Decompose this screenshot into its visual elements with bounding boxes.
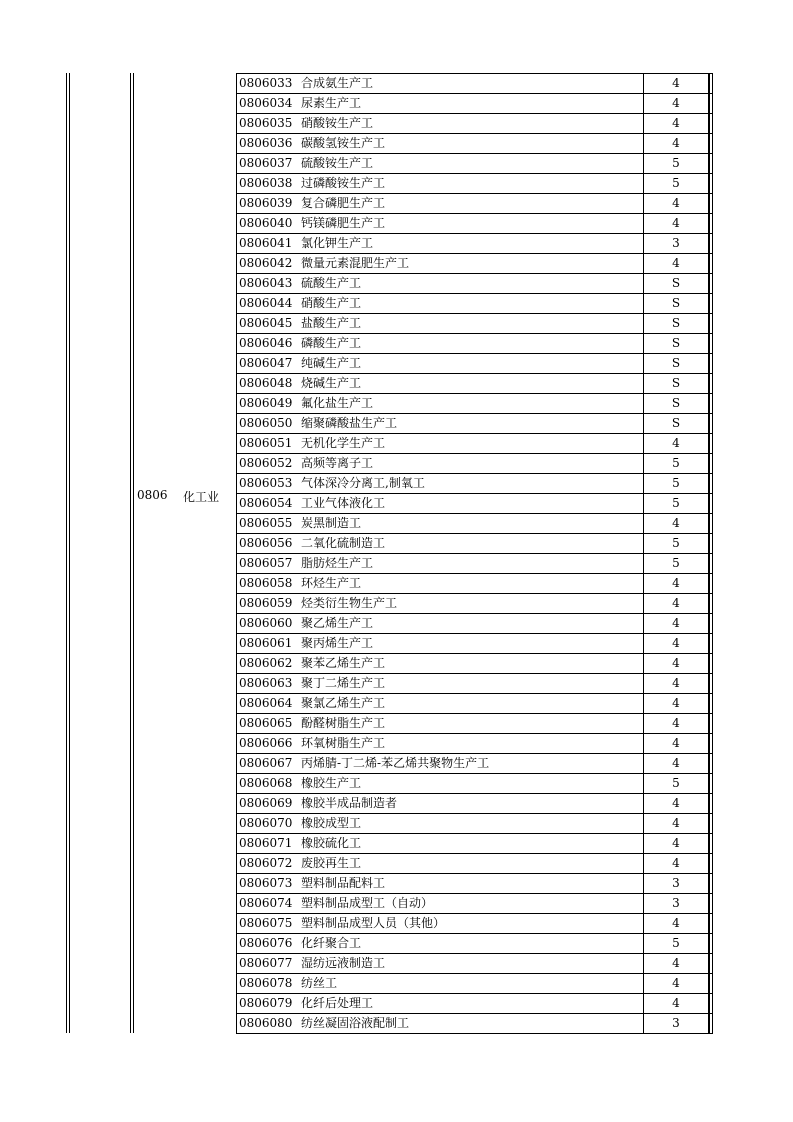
- occupation-name: 碳酸氢铵生产工: [301, 136, 386, 150]
- occupation-cell: [237, 794, 644, 814]
- occupation-cell: [237, 634, 644, 654]
- occupation-code: 0806049: [239, 396, 293, 410]
- table-row: [237, 974, 713, 994]
- risk-level: 4: [644, 574, 710, 594]
- risk-level: 5: [644, 454, 710, 474]
- occupation-cell: [237, 274, 644, 294]
- table-row: [237, 114, 713, 134]
- table-row: [237, 174, 713, 194]
- occupation-code: 0806039: [239, 196, 293, 210]
- occupation-cell: [237, 434, 644, 454]
- occupation-cell: [237, 494, 644, 514]
- occupation-code: 0806075: [239, 916, 293, 930]
- occupation-cell: [237, 194, 644, 214]
- risk-level: S: [644, 374, 710, 394]
- table-edge: [709, 814, 713, 834]
- table-edge: [709, 934, 713, 954]
- occupation-cell: [237, 354, 644, 374]
- table-row: [237, 794, 713, 814]
- occupation-cell: [237, 914, 644, 934]
- table-edge: [709, 234, 713, 254]
- occupation-name: 化纤聚合工: [301, 936, 362, 950]
- risk-level: 4: [644, 214, 710, 234]
- occupation-name: 橡胶半成品制造者: [301, 796, 398, 810]
- table-row: [237, 954, 713, 974]
- table-row: [237, 254, 713, 274]
- risk-level: 3: [644, 874, 710, 894]
- table-row: [237, 754, 713, 774]
- table-row: [237, 574, 713, 594]
- occupation-code: 0806059: [239, 596, 293, 610]
- occupation-name: 化纤后处理工: [301, 996, 374, 1010]
- table-edge: [709, 834, 713, 854]
- occupation-cell: [237, 674, 644, 694]
- occupation-code: 0806065: [239, 716, 293, 730]
- occupation-code: 0806047: [239, 356, 293, 370]
- risk-level: 5: [644, 174, 710, 194]
- table-edge: [709, 274, 713, 294]
- table-edge: [709, 854, 713, 874]
- occupation-code: 0806045: [239, 316, 293, 330]
- occupation-name: 纯碱生产工: [301, 356, 362, 370]
- occupation-code: 0806077: [239, 956, 293, 970]
- occupation-cell: [237, 514, 644, 534]
- occupation-code: 0806035: [239, 116, 293, 130]
- table-edge: [709, 294, 713, 314]
- risk-level: S: [644, 314, 710, 334]
- occupation-name: 橡胶生产工: [301, 776, 362, 790]
- occupation-cell: [237, 174, 644, 194]
- occupation-cell: [237, 94, 644, 114]
- table-row: [237, 434, 713, 454]
- table-edge: [709, 1014, 713, 1034]
- occupation-code: 0806033: [239, 76, 293, 90]
- risk-level: S: [644, 354, 710, 374]
- occupation-name: 硫酸铵生产工: [301, 156, 374, 170]
- occupation-cell: [237, 994, 644, 1014]
- risk-level: 4: [644, 994, 710, 1014]
- occupation-name: 烃类衍生物生产工: [301, 596, 398, 610]
- table-edge: [709, 914, 713, 934]
- occupation-code: 0806066: [239, 736, 293, 750]
- occupation-code: 0806046: [239, 336, 293, 350]
- table-edge: [709, 254, 713, 274]
- risk-level: 4: [644, 514, 710, 534]
- occupation-name: 炭黑制造工: [301, 516, 362, 530]
- table-row: [237, 894, 713, 914]
- table-row: [237, 874, 713, 894]
- table-row: [237, 134, 713, 154]
- risk-level: 4: [644, 134, 710, 154]
- table-row: [237, 554, 713, 574]
- occupation-name: 烧碱生产工: [301, 376, 362, 390]
- occupation-code: 0806061: [239, 636, 293, 650]
- occupation-cell: [237, 74, 644, 94]
- occupation-name: 环氧树脂生产工: [301, 736, 386, 750]
- occupation-name: 氯化钾生产工: [301, 236, 374, 250]
- risk-level: 4: [644, 114, 710, 134]
- table-edge: [709, 534, 713, 554]
- risk-level: 5: [644, 934, 710, 954]
- occupation-code: 0806070: [239, 816, 293, 830]
- occupation-name: 高频等离子工: [301, 456, 374, 470]
- occupation-name: 钙镁磷肥生产工: [301, 216, 386, 230]
- occupation-code: 0806080: [239, 1016, 293, 1030]
- left-border-line: [69, 73, 70, 1033]
- occupation-cell: [237, 334, 644, 354]
- occupation-cell: [237, 554, 644, 574]
- risk-level: 4: [644, 794, 710, 814]
- risk-level: S: [644, 394, 710, 414]
- table-row: [237, 294, 713, 314]
- occupation-code: 0806060: [239, 616, 293, 630]
- occupation-code: 0806067: [239, 756, 293, 770]
- occupation-name: 磷酸生产工: [301, 336, 362, 350]
- occupation-cell: [237, 694, 644, 714]
- risk-level: 4: [644, 674, 710, 694]
- risk-level: 3: [644, 1014, 710, 1034]
- table-row: [237, 394, 713, 414]
- occupation-cell: [237, 294, 644, 314]
- risk-level: 4: [644, 634, 710, 654]
- occupation-code: 0806057: [239, 556, 293, 570]
- table-row: [237, 194, 713, 214]
- table-row: [237, 934, 713, 954]
- table-row: [237, 814, 713, 834]
- occupation-cell: [237, 1014, 644, 1034]
- risk-level: 4: [644, 734, 710, 754]
- occupation-name: 无机化学生产工: [301, 436, 386, 450]
- table-edge: [709, 114, 713, 134]
- table-edge: [709, 774, 713, 794]
- table-row: [237, 454, 713, 474]
- risk-level: S: [644, 274, 710, 294]
- table-edge: [709, 614, 713, 634]
- risk-level: 4: [644, 974, 710, 994]
- occupation-cell: [237, 854, 644, 874]
- risk-level: 4: [644, 654, 710, 674]
- table-row: [237, 334, 713, 354]
- occupation-cell: [237, 394, 644, 414]
- table-edge: [709, 594, 713, 614]
- occupation-name: 橡胶硫化工: [301, 836, 362, 850]
- risk-level: 3: [644, 234, 710, 254]
- occupation-cell: [237, 214, 644, 234]
- occupation-name: 盐酸生产工: [301, 316, 362, 330]
- occupation-code: 0806078: [239, 976, 293, 990]
- occupation-code: 0806052: [239, 456, 293, 470]
- category-border-line: [133, 73, 134, 1033]
- table-edge: [709, 694, 713, 714]
- occupation-name: 缩聚磷酸盐生产工: [301, 416, 398, 430]
- occupation-name: 脂肪烃生产工: [301, 556, 374, 570]
- risk-level: 5: [644, 474, 710, 494]
- table-edge: [709, 414, 713, 434]
- occupation-cell: [237, 374, 644, 394]
- risk-level: 4: [644, 954, 710, 974]
- risk-level: 4: [644, 814, 710, 834]
- table-row: [237, 694, 713, 714]
- table-row: [237, 474, 713, 494]
- occupation-code: 0806050: [239, 416, 293, 430]
- occupation-name: 工业气体液化工: [301, 496, 386, 510]
- occupation-cell: [237, 474, 644, 494]
- table-row: [237, 854, 713, 874]
- occupation-cell: [237, 454, 644, 474]
- occupation-name: 塑料制品成型人员（其他）: [301, 916, 446, 930]
- table-row: [237, 594, 713, 614]
- occupation-name: 酚醛树脂生产工: [301, 716, 386, 730]
- risk-level: 4: [644, 694, 710, 714]
- occupation-code: 0806041: [239, 236, 293, 250]
- category-name: 化工业: [183, 490, 220, 504]
- occupation-code: 0806040: [239, 216, 293, 230]
- occupation-code: 0806073: [239, 876, 293, 890]
- occupation-name: 复合磷肥生产工: [301, 196, 386, 210]
- table-row: [237, 94, 713, 114]
- occupation-cell: [237, 254, 644, 274]
- occupation-name: 氟化盐生产工: [301, 396, 374, 410]
- risk-level: 4: [644, 714, 710, 734]
- risk-level: 4: [644, 94, 710, 114]
- occupation-code: 0806072: [239, 856, 293, 870]
- occupation-code: 0806064: [239, 696, 293, 710]
- occupation-name: 硫酸生产工: [301, 276, 362, 290]
- risk-level: 4: [644, 254, 710, 274]
- occupation-name: 聚丙烯生产工: [301, 636, 374, 650]
- occupation-name: 纺丝工: [301, 976, 338, 990]
- occupation-code: 0806054: [239, 496, 293, 510]
- risk-level: S: [644, 294, 710, 314]
- occupation-cell: [237, 414, 644, 434]
- table-edge: [709, 974, 713, 994]
- table-row: [237, 614, 713, 634]
- occupation-name: 聚苯乙烯生产工: [301, 656, 386, 670]
- risk-level: S: [644, 414, 710, 434]
- occupation-code: 0806044: [239, 296, 293, 310]
- occupation-code: 0806058: [239, 576, 293, 590]
- risk-level: 4: [644, 434, 710, 454]
- occupation-cell: [237, 814, 644, 834]
- occupation-code: 0806048: [239, 376, 293, 390]
- occupation-code: 0806068: [239, 776, 293, 790]
- table-edge: [709, 894, 713, 914]
- occupation-table: [236, 73, 713, 1034]
- occupation-cell: [237, 934, 644, 954]
- occupation-code: 0806042: [239, 256, 293, 270]
- table-row: [237, 534, 713, 554]
- table-row: [237, 994, 713, 1014]
- occupation-code: 0806071: [239, 836, 293, 850]
- table-edge: [709, 434, 713, 454]
- occupation-cell: [237, 534, 644, 554]
- occupation-name: 硝酸铵生产工: [301, 116, 374, 130]
- occupation-name: 湿纺远液制造工: [301, 956, 386, 970]
- table-edge: [709, 734, 713, 754]
- table-edge: [709, 314, 713, 334]
- table-edge: [709, 634, 713, 654]
- risk-level: 4: [644, 594, 710, 614]
- occupation-cell: [237, 874, 644, 894]
- risk-level: 5: [644, 534, 710, 554]
- occupation-code: 0806056: [239, 536, 293, 550]
- left-border-line: [66, 73, 67, 1033]
- table-row: [237, 514, 713, 534]
- table-edge: [709, 214, 713, 234]
- table-row: [237, 314, 713, 334]
- risk-level: 5: [644, 494, 710, 514]
- risk-level: 5: [644, 154, 710, 174]
- occupation-code: 0806062: [239, 656, 293, 670]
- table-edge: [709, 154, 713, 174]
- risk-level: 4: [644, 614, 710, 634]
- occupation-name: 二氧化硫制造工: [301, 536, 386, 550]
- table-edge: [709, 174, 713, 194]
- table-row: [237, 494, 713, 514]
- table-row: [237, 734, 713, 754]
- occupation-name: 尿素生产工: [301, 96, 362, 110]
- occupation-name: 硝酸生产工: [301, 296, 362, 310]
- occupation-cell: [237, 574, 644, 594]
- occupation-name: 聚丁二烯生产工: [301, 676, 386, 690]
- occupation-cell: [237, 834, 644, 854]
- table-edge: [709, 74, 713, 94]
- occupation-name: 橡胶成型工: [301, 816, 362, 830]
- table-edge: [709, 454, 713, 474]
- table-edge: [709, 514, 713, 534]
- occupation-code: 0806055: [239, 516, 293, 530]
- table-edge: [709, 674, 713, 694]
- table-edge: [709, 374, 713, 394]
- occupation-code: 0806074: [239, 896, 293, 910]
- table-row: [237, 714, 713, 734]
- occupation-name: 合成氨生产工: [301, 76, 374, 90]
- occupation-code: 0806053: [239, 476, 293, 490]
- table-edge: [709, 994, 713, 1014]
- table-row: [237, 374, 713, 394]
- occupation-code: 0806034: [239, 96, 293, 110]
- occupation-name: 塑料制品配料工: [301, 876, 386, 890]
- table-edge: [709, 474, 713, 494]
- table-row: [237, 414, 713, 434]
- risk-level: 4: [644, 834, 710, 854]
- table-row: [237, 234, 713, 254]
- table-row: [237, 654, 713, 674]
- occupation-cell: [237, 754, 644, 774]
- risk-level: 5: [644, 554, 710, 574]
- occupation-cell: [237, 734, 644, 754]
- occupation-code: 0806051: [239, 436, 293, 450]
- occupation-name: 微量元素混肥生产工: [301, 256, 410, 270]
- table-row: [237, 774, 713, 794]
- occupation-name: 纺丝凝固浴液配制工: [301, 1016, 410, 1030]
- table-row: [237, 354, 713, 374]
- occupation-name: 气体深冷分离工,制氧工: [301, 476, 425, 490]
- table-row: [237, 834, 713, 854]
- risk-level: 4: [644, 194, 710, 214]
- occupation-name: 聚氯乙烯生产工: [301, 696, 386, 710]
- table-edge: [709, 354, 713, 374]
- category-border-line: [130, 73, 131, 1033]
- risk-level: 4: [644, 914, 710, 934]
- occupation-name: 聚乙烯生产工: [301, 616, 374, 630]
- occupation-cell: [237, 314, 644, 334]
- occupation-code: 0806038: [239, 176, 293, 190]
- table-edge: [709, 554, 713, 574]
- risk-level: 3: [644, 894, 710, 914]
- risk-level: 5: [644, 774, 710, 794]
- table-row: [237, 1014, 713, 1034]
- table-edge: [709, 654, 713, 674]
- risk-level: 4: [644, 754, 710, 774]
- occupation-code: 0806037: [239, 156, 293, 170]
- table-edge: [709, 874, 713, 894]
- table-edge: [709, 494, 713, 514]
- occupation-code: 0806079: [239, 996, 293, 1010]
- occupation-cell: [237, 774, 644, 794]
- occupation-cell: [237, 114, 644, 134]
- table-row: [237, 74, 713, 94]
- table-edge: [709, 574, 713, 594]
- table-edge: [709, 334, 713, 354]
- table-row: [237, 674, 713, 694]
- table-row: [237, 214, 713, 234]
- table-row: [237, 274, 713, 294]
- occupation-code: 0806076: [239, 936, 293, 950]
- occupation-code: 0806043: [239, 276, 293, 290]
- table-edge: [709, 134, 713, 154]
- occupation-cell: [237, 234, 644, 254]
- risk-level: 4: [644, 854, 710, 874]
- occupation-cell: [237, 594, 644, 614]
- occupation-cell: [237, 134, 644, 154]
- table-row: [237, 154, 713, 174]
- occupation-name: 环烃生产工: [301, 576, 362, 590]
- table-edge: [709, 754, 713, 774]
- risk-level: S: [644, 334, 710, 354]
- risk-level: 4: [644, 74, 710, 94]
- table-edge: [709, 94, 713, 114]
- occupation-name: 过磷酸铵生产工: [301, 176, 386, 190]
- occupation-cell: [237, 654, 644, 674]
- occupation-name: 丙烯腈-丁二烯-苯乙烯共聚物生产工: [301, 756, 490, 770]
- occupation-name: 废胶再生工: [301, 856, 362, 870]
- occupation-code: 0806069: [239, 796, 293, 810]
- occupation-cell: [237, 714, 644, 734]
- table-row: [237, 914, 713, 934]
- occupation-cell: [237, 894, 644, 914]
- table-edge: [709, 954, 713, 974]
- occupation-cell: [237, 614, 644, 634]
- occupation-name: 塑料制品成型工（自动）: [301, 896, 434, 910]
- table-edge: [709, 394, 713, 414]
- occupation-code: 0806063: [239, 676, 293, 690]
- occupation-cell: [237, 974, 644, 994]
- table-row: [237, 634, 713, 654]
- table-edge: [709, 714, 713, 734]
- category-code: 0806: [137, 488, 168, 502]
- occupation-cell: [237, 154, 644, 174]
- occupation-cell: [237, 954, 644, 974]
- occupation-code: 0806036: [239, 136, 293, 150]
- table-edge: [709, 194, 713, 214]
- table-edge: [709, 794, 713, 814]
